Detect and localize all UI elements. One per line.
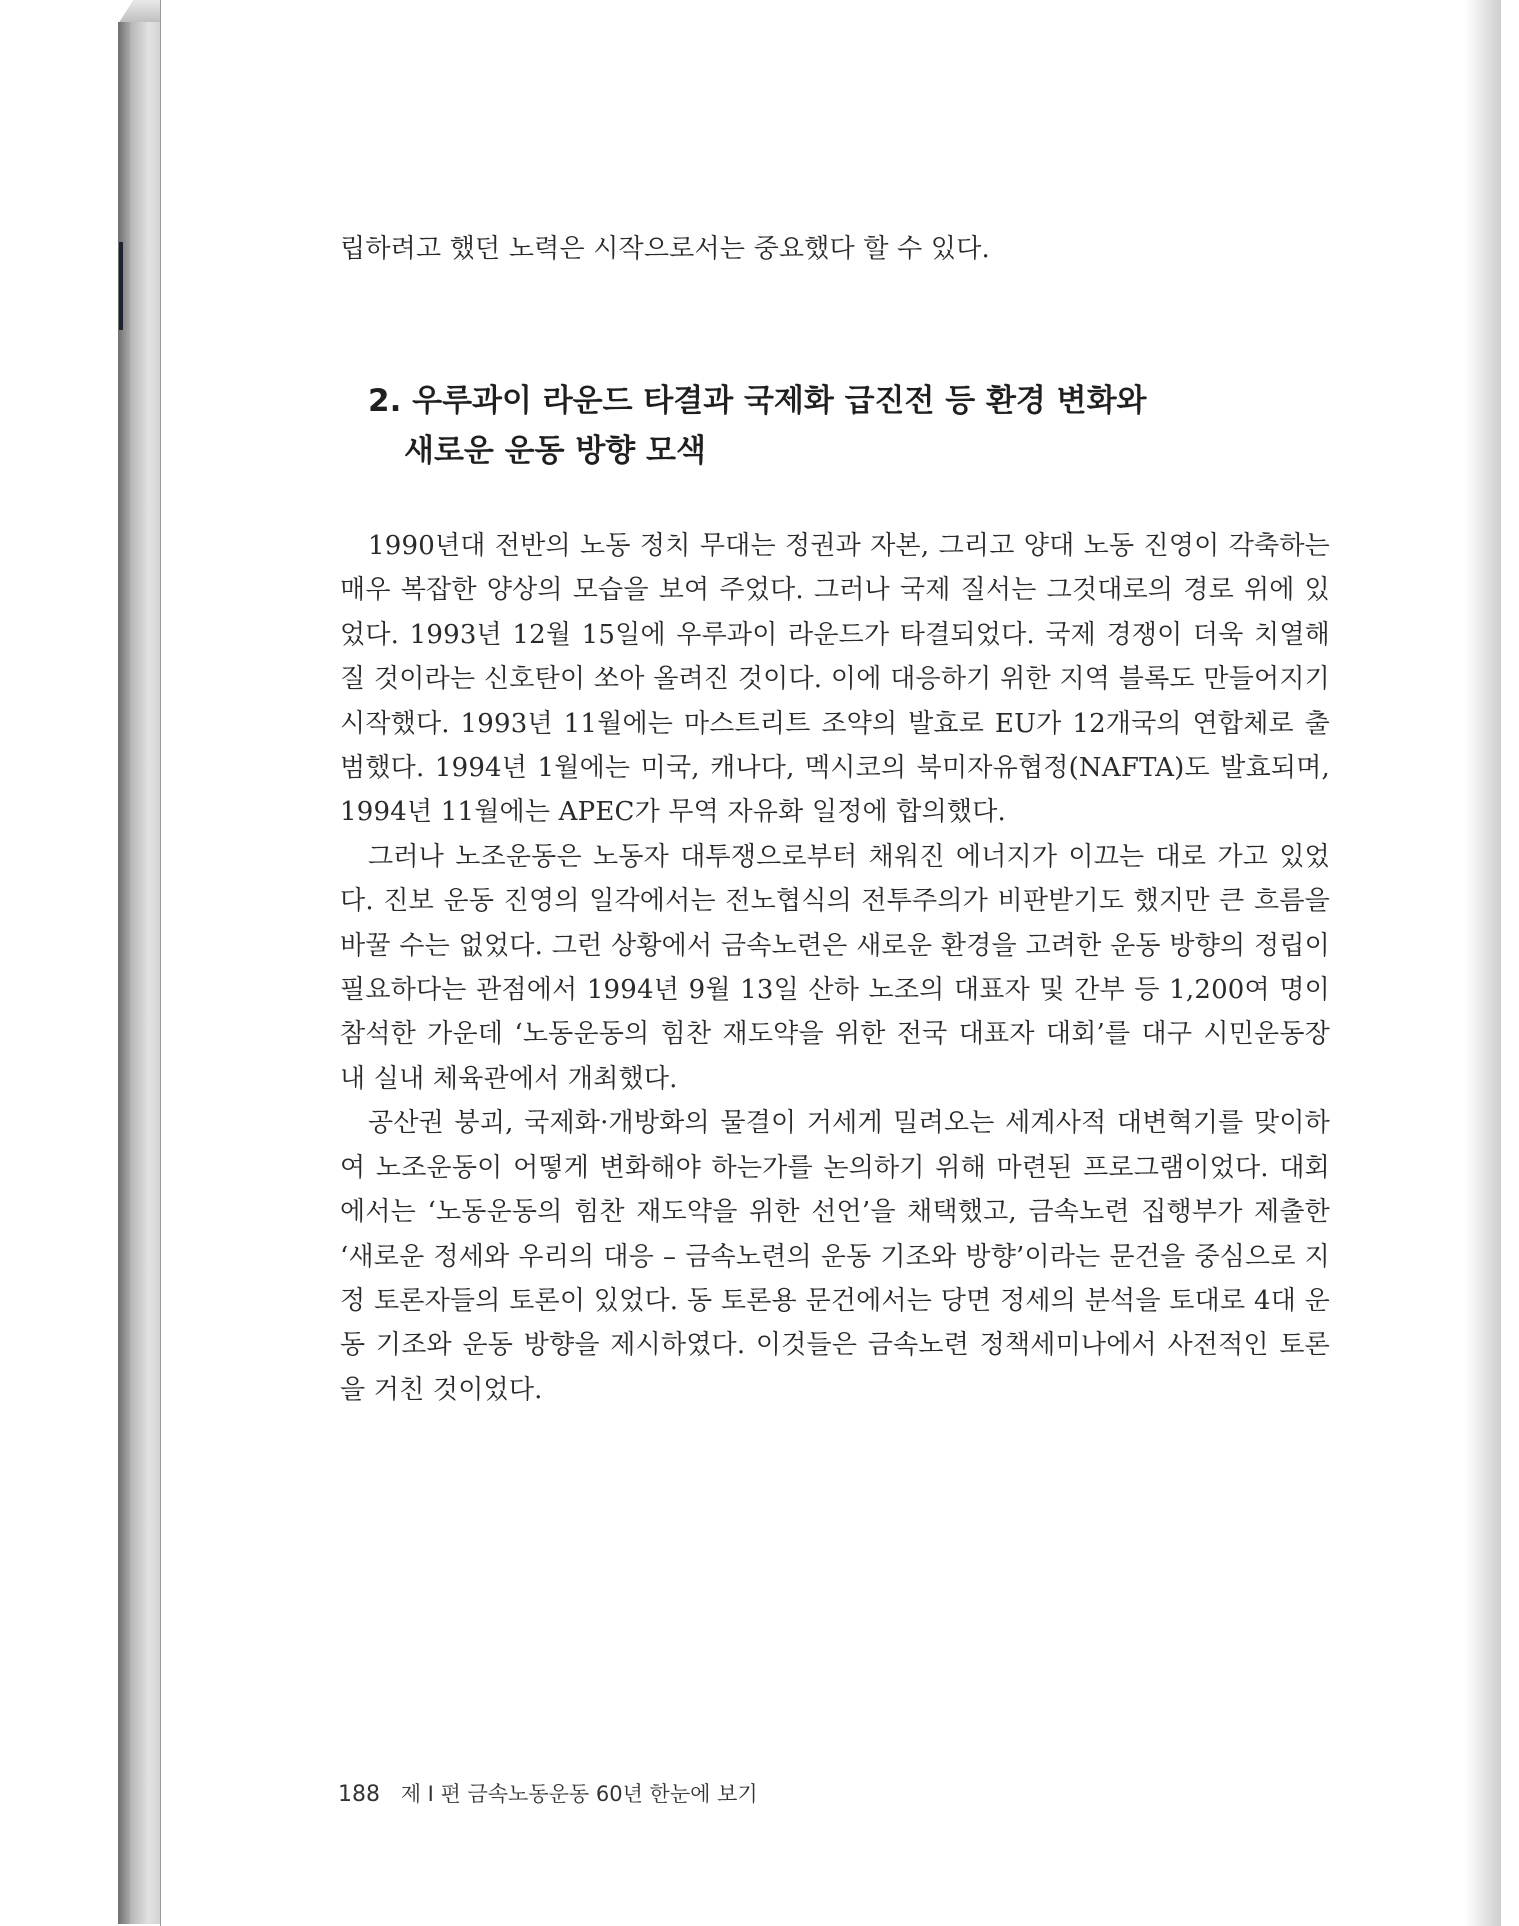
paragraph-2: 그러나 노조운동은 노동자 대투쟁으로부터 채워진 에너지가 이끄는 대로 가고 있었다. 진보 운동 진영의 일각에서는 전노협식의 전투주의가 비판받기도 했지만 큰 흐름을 바꿀 수는 없었다. 그런 상황에서 금속노련은 새로운 환경을 고려한 운동 방향의 정립이 필요하다는 관점에서 1994년 9월 13일 산하 노조의 대표자 및 간부 등 1,200여 명이 참석한 가운데 ‘노동운동의 힘찬 재도약을 위한 전국 대표자 대회’를 대구 시민운동장 내 실내 체육관에서 개최했다. bbox=[340, 841, 1330, 1094]
paragraph-3: 공산권 붕괴, 국제화·개방화의 물결이 거세게 밀려오는 세계사적 대변혁기를 맞이하여 노조운동이 어떻게 변화해야 하는가를 논의하기 위해 마련된 프로그램이었다. 대회에서는 ‘노동운동의 힘찬 재도약을 위한 선언’을 채택했고, 금속노련 집행부가 제출한 ‘새로운 정세와 우리의 대응 – 금속노련의 운동 기조와 방향’이라는 문건을 중심으로 지정 토론자들의 토론이 있었다. 동 토론용 문건에서는 당면 정세의 분석을 토대로 4대 운동 기조와 운동 방향을 제시하였다. 이것들은 금속노련 정책세미나에서 사전적인 토론을 거친 것이었다. bbox=[340, 1108, 1330, 1405]
section-heading-line-1: 2. 우루과이 라운드 타결과 국제화 급진전 등 환경 변화와 bbox=[368, 383, 1147, 419]
running-title: 제 I 편 금속노동운동 60년 한눈에 보기 bbox=[400, 1782, 758, 1806]
section-heading bbox=[368, 376, 1168, 476]
page-number: 188 bbox=[338, 1782, 380, 1807]
paragraph-1: 1990년대 전반의 노동 정치 무대는 정권과 자본, 그리고 양대 노동 진영이 각축하는 매우 복잡한 양상의 모습을 보여 주었다. 그러나 국제 질서는 그것대로의 경로 위에 있었다. 1993년 12월 15일에 우루과이 라운드가 타결되었다. 국제 경쟁이 더욱 치열해질 것이라는 신호탄이 쏘아 올려진 것이다. 이에 대응하기 위한 지역 블록도 만들어지기 시작했다. 1993년 11월에는 마스트리트 조약의 발효로 EU가 12개국의 연합체로 출범했다. 1994년 1월에는 미국, 캐나다, 멕시코의 북미자유협정(NAFTA)도 발효되며, 1994년 11월에는 APEC가 무역 자유화 일정에 합의했다. bbox=[340, 531, 1330, 828]
continued-line: 립하려고 했던 노력은 시작으로서는 중요했다 할 수 있다. bbox=[340, 234, 990, 264]
book-top-edge bbox=[118, 0, 162, 24]
body-text bbox=[340, 524, 1330, 1412]
page-footer bbox=[338, 1778, 758, 1808]
bookmark-ribbon bbox=[119, 242, 123, 330]
book-page-edges bbox=[118, 22, 162, 1924]
section-heading-line-2: 새로운 운동 방향 모색 bbox=[404, 433, 706, 469]
page-shadow bbox=[1465, 0, 1501, 1926]
